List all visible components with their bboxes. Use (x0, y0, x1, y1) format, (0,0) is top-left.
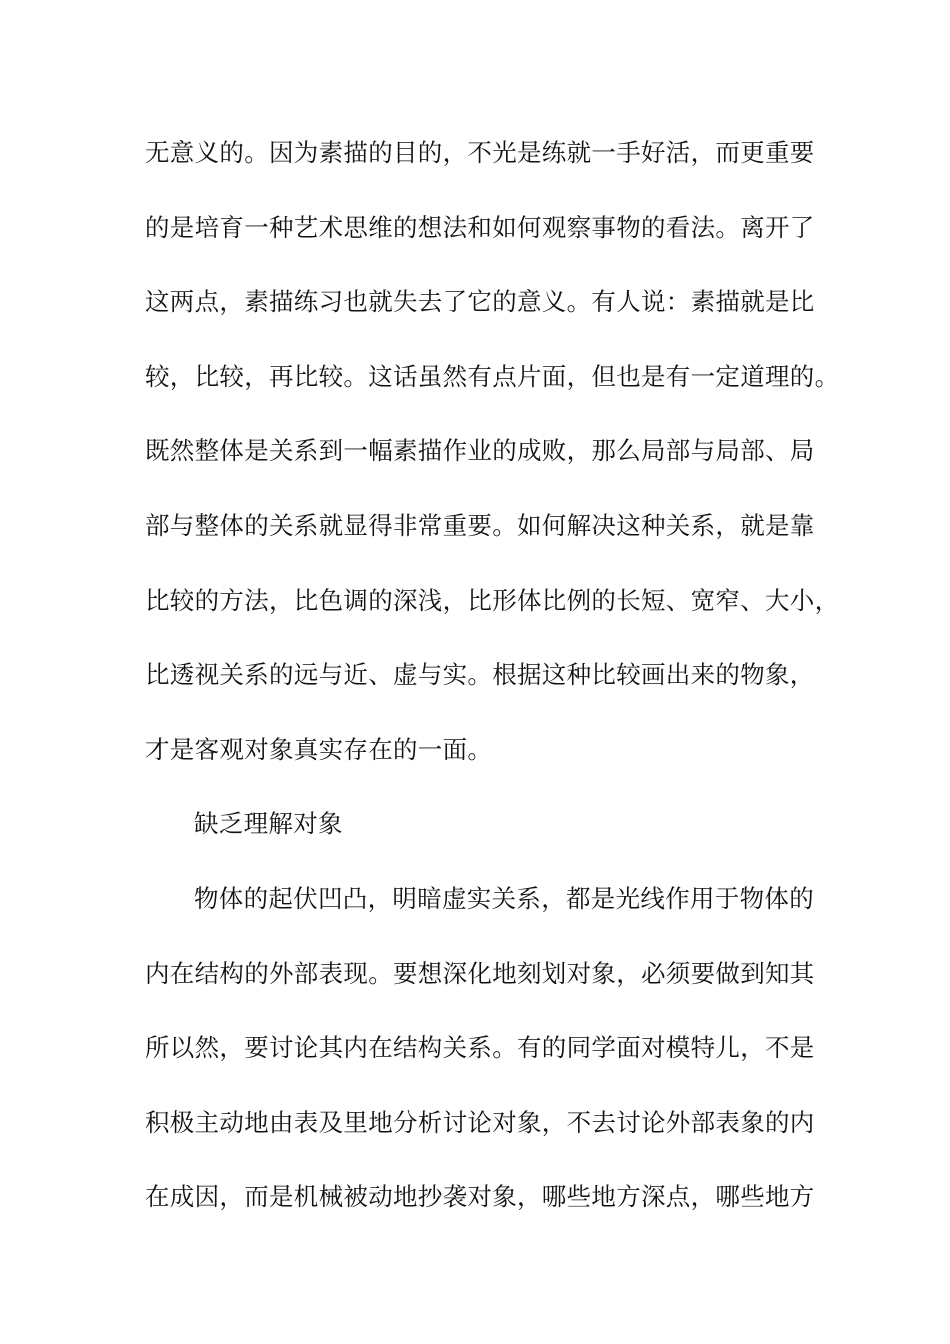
text-line: 比透视关系的远与近、虚与实。根据这种比较画出来的物象， (145, 660, 815, 690)
text-line: 既然整体是关系到一幅素描作业的成败，那么局部与局部、局 (145, 436, 815, 466)
text-line: 在成因，而是机械被动地抄袭对象，哪些地方深点，哪些地方 (145, 1182, 815, 1212)
body-text (145, 130, 840, 1249)
section-heading: 缺乏理解对象 (194, 809, 343, 839)
text-line: 部与整体的关系就显得非常重要。如何解决这种关系，就是靠 (145, 510, 815, 540)
text-line: 的是培育一种艺术思维的想法和如何观察事物的看法。离开了 (145, 212, 815, 242)
text-line: 物体的起伏凹凸，明暗虚实关系，都是光线作用于物体的 (194, 883, 814, 913)
text-line: 内在结构的外部表现。要想深化地刻划对象，必须要做到知其 (145, 958, 815, 988)
text-line: 比较的方法，比色调的深浅，比形体比例的长短、宽窄、大小， (145, 585, 840, 615)
text-line: 积极主动地由表及里地分析讨论对象，不去讨论外部表象的内 (145, 1107, 815, 1137)
text-line: 所以然，要讨论其内在结构关系。有的同学面对模特儿，不是 (145, 1033, 815, 1063)
text-line: 这两点，素描练习也就失去了它的意义。有人说：素描就是比 (145, 287, 815, 317)
text-line: 无意义的。因为素描的目的，不光是练就一手好活，而更重要 (145, 138, 815, 167)
text-line: 才是客观对象真实存在的一面。 (145, 734, 493, 764)
text-line: 较，比较，再比较。这话虽然有点片面，但也是有一定道理的。 (145, 361, 840, 391)
